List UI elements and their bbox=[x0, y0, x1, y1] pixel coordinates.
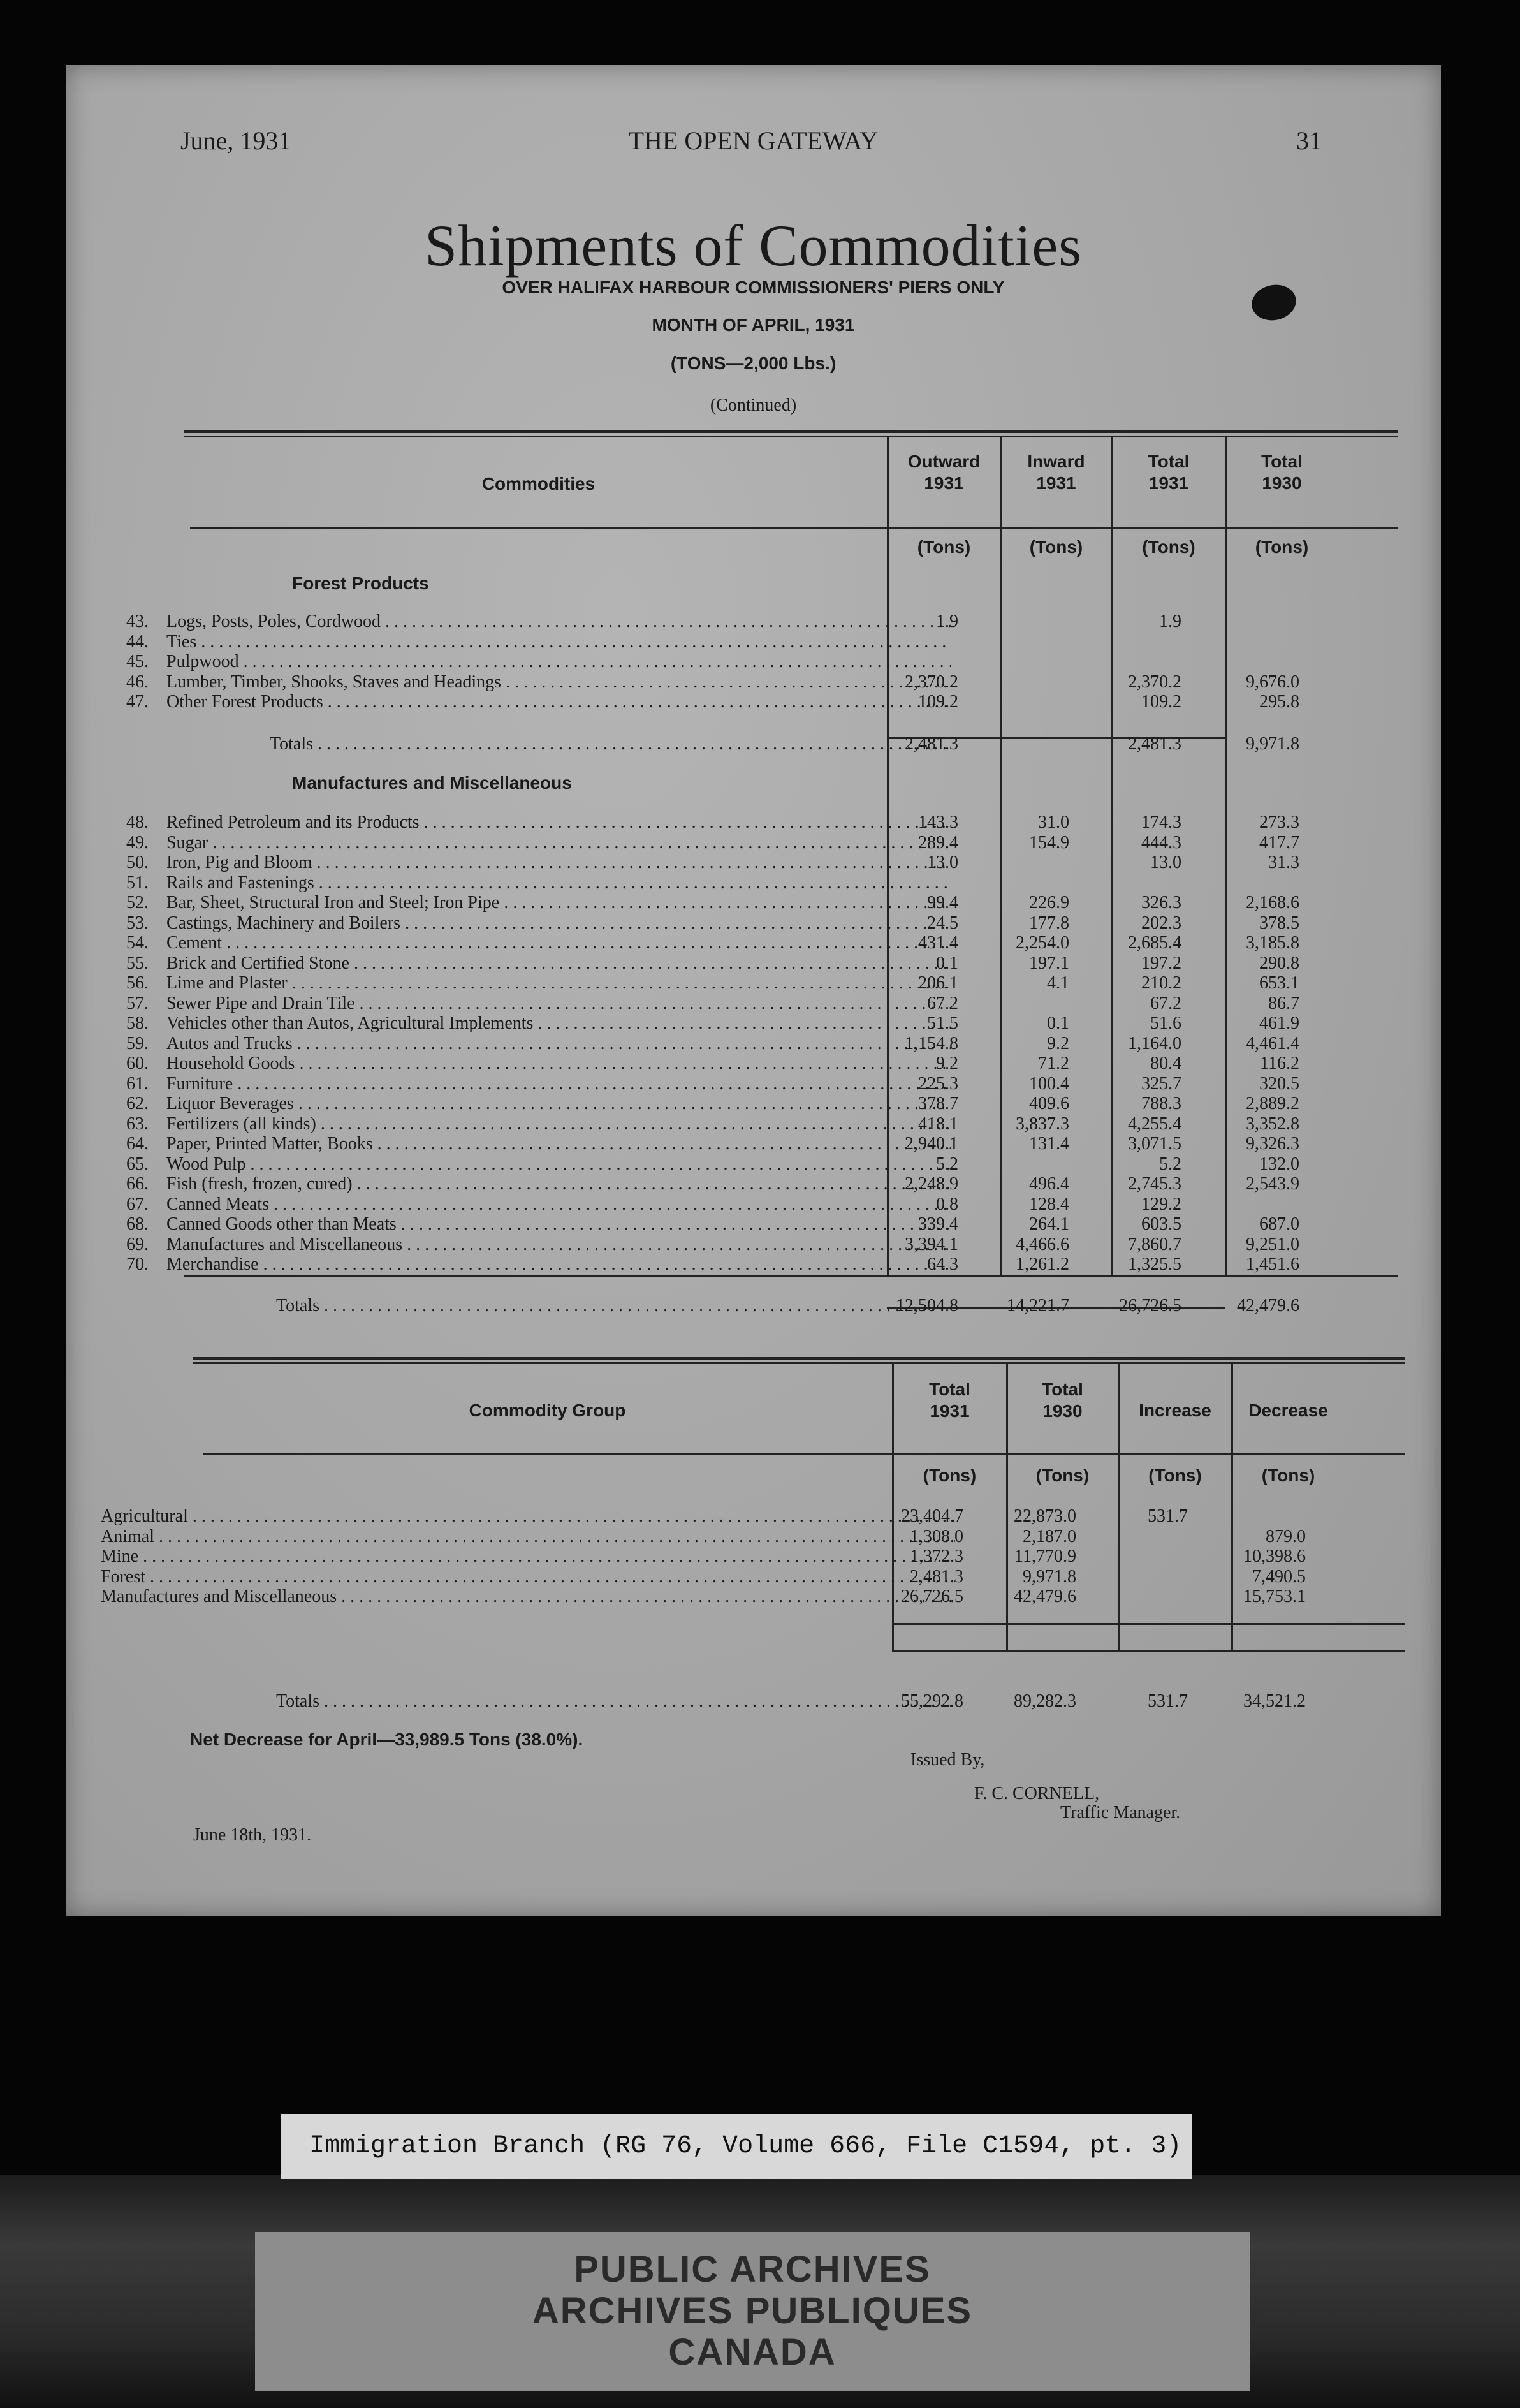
totals-label: Totals . . . bbox=[276, 1691, 952, 1711]
row-number: 43. bbox=[126, 612, 149, 631]
row-number: 45. bbox=[126, 652, 149, 672]
table-row bbox=[66, 1074, 1441, 1094]
page-title: Shipments of Commodities bbox=[425, 213, 1082, 278]
row-label: Merchandise . . . bbox=[166, 1254, 951, 1274]
unit-inward: (Tons) bbox=[1029, 537, 1083, 557]
cell-total1931: 788.3 bbox=[1141, 1094, 1181, 1113]
cell-outward: 64.3 bbox=[927, 1254, 958, 1274]
row-number: 70. bbox=[126, 1254, 149, 1274]
table-row bbox=[66, 853, 1441, 872]
cell-total1930: 42,479.6 bbox=[1014, 1587, 1076, 1606]
totals-total-1931: 2,481.3 bbox=[1128, 734, 1181, 754]
cell-total1931: 210.2 bbox=[1141, 973, 1181, 993]
row-number: 55. bbox=[126, 953, 149, 973]
cell-outward: 13.0 bbox=[927, 853, 958, 872]
table-row bbox=[66, 953, 1441, 973]
cell-increase: 531.7 bbox=[1148, 1506, 1188, 1526]
group-totals-row bbox=[66, 1691, 1441, 1711]
cell-total1931: 325.7 bbox=[1141, 1073, 1181, 1094]
report-units: (TONS—2,000 Lbs.) bbox=[670, 353, 837, 373]
unit-outward: (Tons) bbox=[917, 537, 971, 557]
table-row bbox=[66, 893, 1441, 913]
table-row bbox=[66, 692, 1441, 712]
cell-outward: 431.4 bbox=[918, 933, 958, 953]
table-row bbox=[66, 1527, 1441, 1546]
cell-total1930: 31.3 bbox=[1268, 853, 1299, 872]
cell-outward: 378.7 bbox=[918, 1094, 958, 1113]
table-row bbox=[66, 1546, 1441, 1566]
table-row bbox=[66, 632, 1441, 652]
row-number: 57. bbox=[126, 993, 149, 1013]
table-row bbox=[66, 833, 1441, 853]
cell-outward: 206.1 bbox=[918, 973, 958, 993]
cell-total1931: 7,860.7 bbox=[1128, 1234, 1181, 1254]
row-number: 63. bbox=[126, 1113, 149, 1134]
cell-inward: 71.2 bbox=[1038, 1054, 1069, 1073]
row-label: Canned Meats . . . bbox=[166, 1194, 951, 1214]
row-number: 60. bbox=[126, 1054, 149, 1073]
row-label: Rails and Fastenings . . . bbox=[166, 873, 951, 893]
header-group-total-1931: Total 1931 bbox=[929, 1379, 970, 1421]
unit-group-total-1930: (Tons) bbox=[1035, 1465, 1090, 1485]
table-row bbox=[66, 672, 1441, 692]
cell-total1931: 444.3 bbox=[1141, 832, 1181, 853]
cell-total1931: 109.2 bbox=[1141, 692, 1181, 712]
cell-total1931: 174.3 bbox=[1141, 812, 1181, 832]
row-label: Forest . . . bbox=[101, 1567, 955, 1587]
cell-total1930: 116.2 bbox=[1260, 1054, 1299, 1073]
cell-total1931: 13.0 bbox=[1150, 853, 1181, 872]
table-row bbox=[66, 1094, 1441, 1113]
cell-total1930: 2,187.0 bbox=[1023, 1526, 1076, 1546]
row-label: Furniture . . . bbox=[166, 1074, 951, 1094]
cell-outward: 2,248.9 bbox=[905, 1174, 958, 1194]
row-number: 47. bbox=[126, 692, 149, 712]
totals-label: Totals . . . bbox=[270, 734, 946, 754]
table-row bbox=[66, 1054, 1441, 1073]
cell-total1931: 129.2 bbox=[1141, 1194, 1181, 1214]
archive-reference-label: Immigration Branch (RG 76, Volume 666, File C1594, pt. 3) bbox=[281, 2114, 1192, 2179]
cell-total1930: 11,770.9 bbox=[1014, 1546, 1076, 1566]
document-page bbox=[66, 65, 1441, 1916]
cell-total1930: 3,185.8 bbox=[1246, 933, 1299, 953]
row-label: Pulpwood . . . bbox=[166, 652, 951, 672]
table-row bbox=[66, 1567, 1441, 1587]
cell-total1931: 1,372.3 bbox=[910, 1546, 963, 1566]
row-number: 53. bbox=[126, 913, 149, 933]
cell-total1930: 9,971.8 bbox=[1023, 1566, 1076, 1587]
row-label: Canned Goods other than Meats . . . bbox=[166, 1214, 951, 1234]
cell-total1930: 9,251.0 bbox=[1246, 1234, 1299, 1254]
cell-total1931: 1,325.5 bbox=[1128, 1254, 1181, 1274]
row-number: 54. bbox=[126, 933, 149, 953]
cell-inward: 0.1 bbox=[1047, 1013, 1069, 1033]
running-head-title: THE OPEN GATEWAY bbox=[628, 126, 879, 155]
row-label: Household Goods . . . bbox=[166, 1054, 951, 1073]
table-row bbox=[66, 913, 1441, 933]
cell-outward: 9.2 bbox=[936, 1054, 958, 1073]
cell-total1930: 687.0 bbox=[1259, 1214, 1299, 1234]
cell-inward: 128.4 bbox=[1029, 1194, 1069, 1214]
row-label: Paper, Printed Matter, Books . . . bbox=[166, 1134, 951, 1154]
table-row bbox=[66, 652, 1441, 672]
row-number: 64. bbox=[126, 1134, 149, 1154]
totals-decrease: 34,521.2 bbox=[1243, 1691, 1306, 1711]
cell-total1930: 290.8 bbox=[1259, 953, 1299, 973]
cell-total1931: 3,071.5 bbox=[1128, 1134, 1181, 1154]
cell-inward: 2,254.0 bbox=[1016, 933, 1069, 953]
row-number: 48. bbox=[126, 812, 149, 832]
row-number: 67. bbox=[126, 1194, 149, 1214]
cell-inward: 4.1 bbox=[1047, 973, 1069, 993]
cell-total1930: 273.3 bbox=[1259, 812, 1299, 832]
cell-outward: 0.8 bbox=[936, 1194, 958, 1214]
cell-decrease: 10,398.6 bbox=[1243, 1546, 1306, 1566]
continued-note: (Continued) bbox=[710, 395, 797, 415]
unit-increase: (Tons) bbox=[1148, 1465, 1202, 1485]
row-label: Fish (fresh, frozen, cured) . . . bbox=[166, 1174, 951, 1194]
archive-stamp-line-3: CANADA bbox=[668, 2331, 837, 2373]
cell-total1930: 2,889.2 bbox=[1246, 1094, 1299, 1113]
row-label: Mine . . . bbox=[101, 1546, 955, 1566]
row-number: 51. bbox=[126, 872, 149, 893]
row-label: Refined Petroleum and its Products . . . bbox=[166, 812, 951, 832]
cell-inward: 9.2 bbox=[1047, 1033, 1069, 1054]
table-row bbox=[66, 1013, 1441, 1033]
table-row bbox=[66, 1506, 1441, 1526]
table-row bbox=[66, 933, 1441, 953]
cell-total1930: 461.9 bbox=[1259, 1013, 1299, 1033]
cell-inward: 197.1 bbox=[1029, 953, 1069, 973]
row-label: Ties . . . bbox=[166, 632, 951, 652]
row-number: 58. bbox=[126, 1013, 149, 1033]
totals-label: Totals . . . bbox=[276, 1296, 946, 1316]
row-label: Lumber, Timber, Shooks, Staves and Headings . . . bbox=[166, 672, 951, 692]
cell-inward: 226.9 bbox=[1029, 893, 1069, 913]
cell-inward: 131.4 bbox=[1029, 1134, 1069, 1154]
header-total-1930: Total 1930 bbox=[1261, 452, 1303, 493]
cell-outward: 418.1 bbox=[918, 1113, 958, 1134]
cell-total1931: 2,481.3 bbox=[910, 1566, 963, 1587]
row-number: 68. bbox=[126, 1214, 149, 1234]
cell-total1931: 603.5 bbox=[1141, 1214, 1181, 1234]
cell-inward: 31.0 bbox=[1038, 812, 1069, 832]
net-decrease-note: Net Decrease for April—33,989.5 Tons (38.0%). bbox=[190, 1729, 583, 1749]
cell-outward: 2,370.2 bbox=[905, 672, 958, 692]
cell-total1930: 320.5 bbox=[1259, 1073, 1299, 1094]
cell-total1931: 67.2 bbox=[1150, 993, 1181, 1013]
row-label: Animal . . . bbox=[101, 1527, 955, 1546]
table-row bbox=[66, 1114, 1441, 1134]
cell-decrease: 7,490.5 bbox=[1252, 1566, 1306, 1587]
row-label: Wood Pulp . . . bbox=[166, 1154, 951, 1174]
row-label: Cement . . . bbox=[166, 933, 951, 953]
header-inward-1931: Inward 1931 bbox=[1027, 452, 1085, 493]
header-total-1931: Total 1931 bbox=[1148, 452, 1190, 493]
archive-stamp-line-1: PUBLIC ARCHIVES bbox=[574, 2249, 931, 2290]
cell-outward: 1.9 bbox=[936, 612, 958, 631]
row-number: 50. bbox=[126, 853, 149, 872]
totals-total-1931: 26,726.5 bbox=[1119, 1296, 1181, 1316]
cell-total1931: 202.3 bbox=[1141, 913, 1181, 933]
row-number: 61. bbox=[126, 1073, 149, 1094]
issue-date: June 18th, 1931. bbox=[193, 1825, 312, 1845]
table-row bbox=[66, 1034, 1441, 1054]
table-row bbox=[66, 612, 1441, 631]
cell-inward: 100.4 bbox=[1029, 1073, 1069, 1094]
row-label: Autos and Trucks . . . bbox=[166, 1034, 951, 1054]
cell-inward: 496.4 bbox=[1029, 1174, 1069, 1194]
cell-outward: 3,394.1 bbox=[905, 1234, 958, 1254]
cell-total1931: 197.2 bbox=[1141, 953, 1181, 973]
cell-total1930: 4,461.4 bbox=[1246, 1033, 1299, 1054]
row-number: 49. bbox=[126, 832, 149, 853]
table-row bbox=[66, 1254, 1441, 1274]
cell-outward: 109.2 bbox=[918, 692, 958, 712]
cell-outward: 143.3 bbox=[918, 812, 958, 832]
cell-inward: 409.6 bbox=[1029, 1094, 1069, 1113]
row-label: Iron, Pig and Bloom . . . bbox=[166, 853, 951, 872]
row-number: 56. bbox=[126, 973, 149, 993]
row-label: Bar, Sheet, Structural Iron and Steel; Iron Pipe . . . bbox=[166, 893, 951, 913]
cell-outward: 51.5 bbox=[927, 1013, 958, 1033]
report-month: MONTH OF APRIL, 1931 bbox=[652, 315, 855, 335]
cell-outward: 225.3 bbox=[918, 1073, 958, 1094]
row-label: Castings, Machinery and Boilers . . . bbox=[166, 913, 951, 933]
row-number: 66. bbox=[126, 1174, 149, 1194]
cell-total1931: 26,726.5 bbox=[901, 1587, 963, 1606]
row-label: Sugar . . . bbox=[166, 833, 951, 853]
header-commodity-group: Commodity Group bbox=[469, 1400, 626, 1420]
cell-total1930: 9,326.3 bbox=[1246, 1134, 1299, 1154]
section-manufactures: Manufactures and Miscellaneous bbox=[292, 773, 572, 793]
cell-total1931: 2,745.3 bbox=[1128, 1174, 1181, 1194]
cell-outward: 67.2 bbox=[927, 993, 958, 1013]
cell-inward: 4,466.6 bbox=[1016, 1234, 1069, 1254]
row-label: Vehicles other than Autos, Agricultural Implements . . . bbox=[166, 1013, 951, 1033]
row-number: 65. bbox=[126, 1154, 149, 1174]
cell-total1930: 2,543.9 bbox=[1246, 1174, 1299, 1194]
row-number: 62. bbox=[126, 1094, 149, 1113]
issued-by: Issued By, bbox=[910, 1750, 985, 1770]
signatory-title: Traffic Manager. bbox=[1060, 1803, 1181, 1823]
table-row bbox=[66, 1214, 1441, 1234]
row-label: Liquor Beverages . . . bbox=[166, 1094, 951, 1113]
cell-total1930: 653.1 bbox=[1259, 973, 1299, 993]
unit-total-1930: (Tons) bbox=[1255, 537, 1309, 557]
table-row bbox=[66, 1587, 1441, 1606]
cell-outward: 289.4 bbox=[918, 832, 958, 853]
table-row bbox=[66, 1235, 1441, 1254]
row-label: Other Forest Products . . . bbox=[166, 692, 951, 712]
cell-total1931: 51.6 bbox=[1150, 1013, 1181, 1033]
row-label: Sewer Pipe and Drain Tile . . . bbox=[166, 994, 951, 1013]
cell-total1931: 2,370.2 bbox=[1128, 672, 1181, 692]
signatory-name: F. C. CORNELL, bbox=[974, 1784, 1100, 1803]
page-subtitle: OVER HALIFAX HARBOUR COMMISSIONERS' PIERS ONLY bbox=[502, 277, 1005, 297]
table-row bbox=[66, 873, 1441, 893]
cell-outward: 5.2 bbox=[936, 1154, 958, 1174]
header-commodities: Commodities bbox=[481, 474, 596, 494]
unit-decrease: (Tons) bbox=[1261, 1465, 1315, 1485]
row-number: 44. bbox=[126, 631, 149, 652]
cell-decrease: 15,753.1 bbox=[1243, 1587, 1306, 1606]
row-number: 69. bbox=[126, 1234, 149, 1254]
header-group-total-1930: Total 1930 bbox=[1042, 1379, 1083, 1421]
manuf-totals-row bbox=[66, 1296, 1441, 1316]
table-row bbox=[66, 1134, 1441, 1154]
totals-outward: 12,504.8 bbox=[896, 1296, 958, 1316]
totals-outward: 2,481.3 bbox=[905, 734, 958, 754]
cell-total1931: 23,404.7 bbox=[901, 1506, 963, 1526]
cell-total1930: 2,168.6 bbox=[1246, 893, 1299, 913]
totals-inward: 14,221.7 bbox=[1007, 1296, 1069, 1316]
unit-group-total-1931: (Tons) bbox=[923, 1465, 977, 1485]
cell-outward: 1,154.8 bbox=[905, 1033, 958, 1054]
cell-outward: 24.5 bbox=[927, 913, 958, 933]
header-outward-1931: Outward 1931 bbox=[907, 452, 981, 493]
cell-outward: 0.1 bbox=[936, 953, 958, 973]
page-number: 31 bbox=[1296, 126, 1322, 155]
cell-inward: 264.1 bbox=[1029, 1214, 1069, 1234]
cell-inward: 1,261.2 bbox=[1016, 1254, 1069, 1274]
cell-total1930: 417.7 bbox=[1259, 832, 1299, 853]
row-number: 46. bbox=[126, 672, 149, 692]
unit-total-1931: (Tons) bbox=[1142, 537, 1195, 557]
row-label: Brick and Certified Stone . . . bbox=[166, 953, 951, 973]
cell-total1931: 80.4 bbox=[1150, 1054, 1181, 1073]
cell-total1930: 3,352.8 bbox=[1246, 1113, 1299, 1134]
cell-total1930: 86.7 bbox=[1268, 993, 1299, 1013]
row-label: Lime and Plaster . . . bbox=[166, 973, 951, 993]
table-row bbox=[66, 812, 1441, 832]
cell-total1931: 1,164.0 bbox=[1128, 1033, 1181, 1054]
cell-inward: 3,837.3 bbox=[1016, 1113, 1069, 1134]
cell-total1931: 2,685.4 bbox=[1128, 933, 1181, 953]
totals-increase: 531.7 bbox=[1148, 1691, 1188, 1711]
running-head-date: June, 1931 bbox=[180, 126, 291, 155]
table-row bbox=[66, 1174, 1441, 1194]
row-number: 59. bbox=[126, 1033, 149, 1054]
section-forest-products: Forest Products bbox=[292, 573, 429, 593]
row-label: Fertilizers (all kinds) . . . bbox=[166, 1114, 951, 1134]
totals-total-1930: 89,282.3 bbox=[1014, 1691, 1076, 1711]
cell-total1931: 1,308.0 bbox=[910, 1526, 963, 1546]
cell-total1930: 378.5 bbox=[1259, 913, 1299, 933]
cell-outward: 99.4 bbox=[927, 893, 958, 913]
cell-total1930: 1,451.6 bbox=[1246, 1254, 1299, 1274]
header-increase: Increase bbox=[1139, 1400, 1211, 1420]
cell-inward: 154.9 bbox=[1029, 832, 1069, 853]
table-row bbox=[66, 1194, 1441, 1214]
cell-total1931: 5.2 bbox=[1159, 1154, 1181, 1174]
row-label: Agricultural . . . bbox=[101, 1506, 955, 1526]
header-decrease: Decrease bbox=[1248, 1400, 1328, 1420]
row-label: Logs, Posts, Poles, Cordwood . . . bbox=[166, 612, 951, 631]
cell-total1931: 4,255.4 bbox=[1128, 1113, 1181, 1134]
totals-total-1931: 55,292.8 bbox=[901, 1691, 963, 1711]
cell-total1931: 1.9 bbox=[1159, 612, 1181, 631]
cell-outward: 2,940.1 bbox=[905, 1134, 958, 1154]
cell-total1930: 22,873.0 bbox=[1014, 1506, 1076, 1526]
cell-total1931: 326.3 bbox=[1141, 893, 1181, 913]
table-row bbox=[66, 994, 1441, 1013]
totals-total-1930: 9,971.8 bbox=[1246, 734, 1299, 754]
row-label: Manufactures and Miscellaneous . . . bbox=[101, 1587, 955, 1606]
totals-total-1930: 42,479.6 bbox=[1237, 1296, 1299, 1316]
cell-total1930: 9,676.0 bbox=[1246, 672, 1299, 692]
row-label: Manufactures and Miscellaneous . . . bbox=[166, 1235, 951, 1254]
row-number: 52. bbox=[126, 893, 149, 913]
cell-total1930: 132.0 bbox=[1259, 1154, 1299, 1174]
forest-totals-row bbox=[66, 734, 1441, 754]
table-row bbox=[66, 973, 1441, 993]
cell-total1930: 295.8 bbox=[1259, 692, 1299, 712]
cell-inward: 177.8 bbox=[1029, 913, 1069, 933]
table-row bbox=[66, 1154, 1441, 1174]
archive-stamp-line-2: ARCHIVES PUBLIQUES bbox=[532, 2290, 973, 2331]
cell-outward: 339.4 bbox=[918, 1214, 958, 1234]
cell-decrease: 879.0 bbox=[1266, 1526, 1306, 1546]
